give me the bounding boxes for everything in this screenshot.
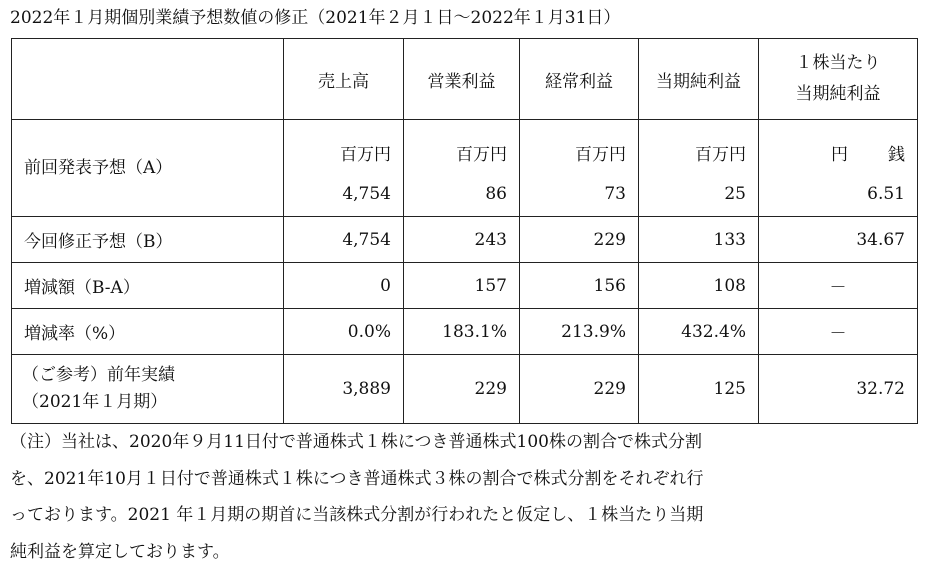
table-cell: 108 [639,263,759,309]
table-cell: 0.0% [284,309,404,355]
table-cell: 4,754 [284,217,404,263]
table-cell: 229 [404,355,520,424]
row-label-previous-forecast: 前回発表予想（A） [12,120,284,217]
unit-cell: 百万円 [639,120,759,172]
table-row [12,309,918,355]
row-label-revised-forecast: 今回修正予想（B） [12,217,284,263]
table-cell: 213.9% [520,309,639,355]
table-cell: － [759,309,918,355]
unit-cell-eps [759,120,918,172]
table-cell: 243 [404,217,520,263]
table-cell: 3,889 [284,355,404,424]
table-cell: 229 [520,355,639,424]
footnote [10,424,915,570]
header-eps [759,39,918,120]
header-ordinary-profit: 経常利益 [520,39,639,120]
table-cell: 73 [520,171,639,217]
table-cell: 125 [639,355,759,424]
footnote-line: 純利益を算定しております。 [10,541,230,562]
unit-cell: 百万円 [404,120,520,172]
table-row [12,120,918,172]
header-net-sales: 売上高 [284,39,404,120]
table-header-row [12,39,918,120]
table-cell: 183.1% [404,309,520,355]
table-cell: 156 [520,263,639,309]
table-cell: 4,754 [284,171,404,217]
table-cell: 133 [639,217,759,263]
table-cell: 229 [520,217,639,263]
table-cell: 25 [639,171,759,217]
table-row [12,263,918,309]
row-label-change-rate: 増減率（%） [12,309,284,355]
footnote-line: っております。2021 年１月期の期首に当該株式分割が行われたと仮定し、１株当たり当期 [10,505,704,525]
unit-cell: 百万円 [284,120,404,172]
table-cell: 0 [284,263,404,309]
table-cell: 86 [404,171,520,217]
table-cell: 32.72 [759,355,918,424]
table-cell: － [759,263,918,309]
table-row [12,217,918,263]
unit-sen: 銭 [888,145,905,165]
table-cell: 157 [404,263,520,309]
reference-label-line2: （2021年１月期） [22,392,168,412]
header-eps-line1: １株当たり [795,53,881,73]
header-eps-line2: 当期純利益 [795,84,881,104]
table-row [12,355,918,424]
table-cell: 6.51 [759,171,918,217]
row-label-reference [12,355,284,424]
unit-yen: 円 [831,145,848,165]
earnings-forecast-table [11,38,918,424]
header-blank-cell [12,39,284,120]
table-cell: 432.4% [639,309,759,355]
footnote-line: を、2021年10月１日付で普通株式１株につき普通株式３株の割合で株式分割をそれぞれ行 [10,468,704,489]
reference-label-line1: （ご参考）前年実績 [22,365,175,385]
footnote-line: （注）当社は、2020年９月11日付で普通株式１株につき普通株式100株の割合で株式分割 [10,432,703,452]
header-net-income: 当期純利益 [639,39,759,120]
unit-cell: 百万円 [520,120,639,172]
row-label-change-amount: 増減額（B-A） [12,263,284,309]
page-title: 2022年１月期個別業績予想数値の修正（2021年２月１日～2022年１月31日） [10,8,621,28]
table-cell: 34.67 [759,217,918,263]
header-operating-profit: 営業利益 [404,39,520,120]
